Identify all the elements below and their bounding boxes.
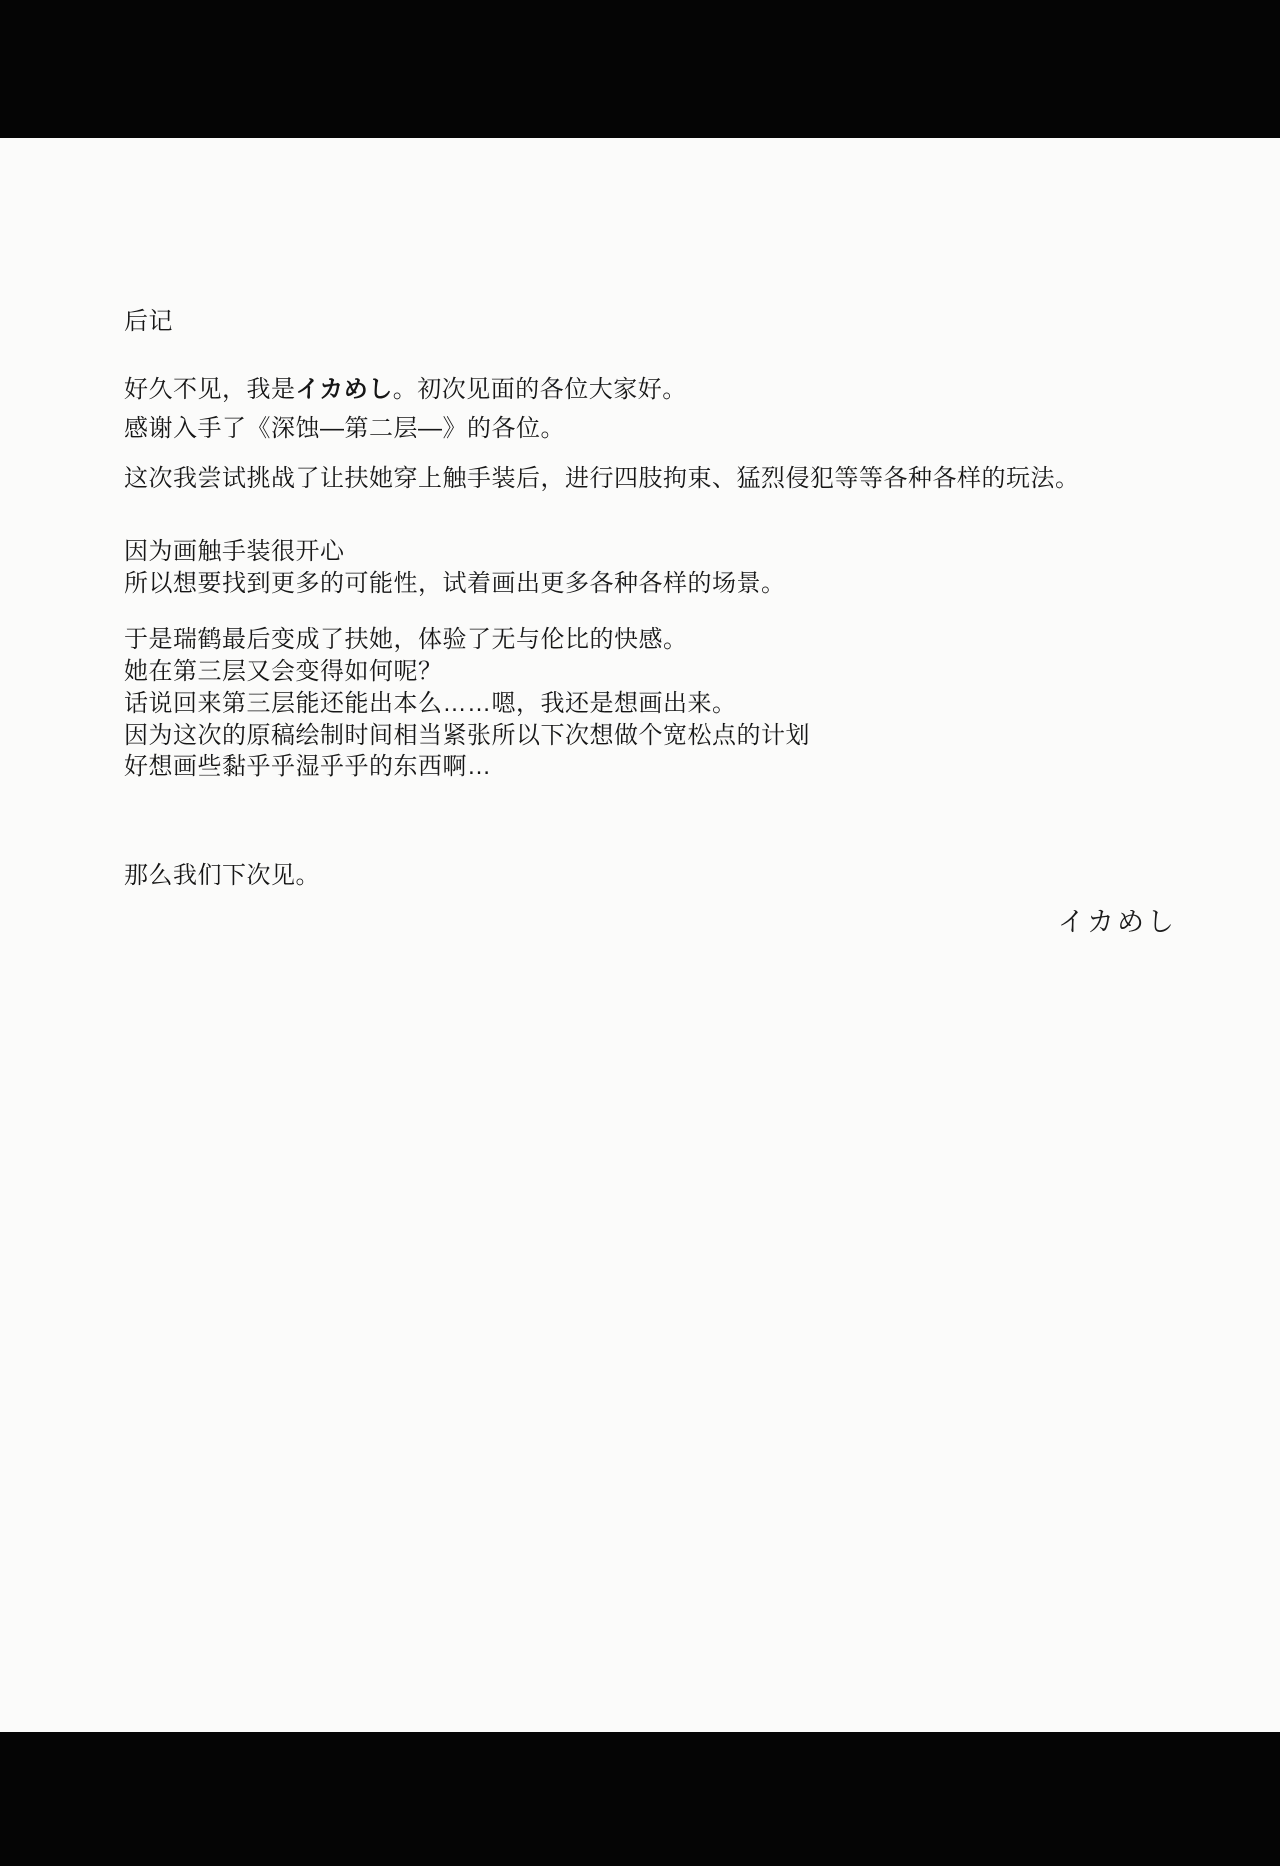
greeting-line xyxy=(124,376,687,404)
greeting-pre: 好久不见，我是 xyxy=(124,376,296,403)
greeting-post: 。初次见面的各位大家好。 xyxy=(392,376,687,403)
paragraph2-line2: 所以想要找到更多的可能性，试着画出更多各种各样的场景。 xyxy=(124,570,786,597)
closing-line: 那么我们下次见。 xyxy=(124,862,320,889)
thanks-line: 感谢入手了《深蚀—第二层—》的各位。 xyxy=(124,415,565,442)
paper-area xyxy=(0,138,1280,1732)
paragraph3-line5: 好想画些黏乎乎湿乎乎的东西啊… xyxy=(124,753,492,780)
bottom-black-bar xyxy=(0,1732,1280,1866)
paragraph3-line1: 于是瑞鹤最后变成了扶她，体验了无与伦比的快感。 xyxy=(124,626,688,653)
afterword-heading: 后记 xyxy=(124,308,173,335)
top-black-bar xyxy=(0,0,1280,138)
paragraph3-line2: 她在第三层又会变得如何呢？ xyxy=(124,658,443,685)
paragraph3-line3: 话说回来第三层能还能出本么……嗯，我还是想画出来。 xyxy=(124,690,737,717)
paragraph1-line1: 这次我尝试挑战了让扶她穿上触手装后，进行四肢拘束、猛烈侵犯等等各种各样的玩法。 xyxy=(124,465,1080,492)
paragraph2-line1: 因为画触手装很开心 xyxy=(124,538,345,565)
author-name: イカめし xyxy=(295,376,393,403)
paragraph3-line4: 因为这次的原稿绘制时间相当紧张所以下次想做个宽松点的计划 xyxy=(124,722,810,749)
author-signature: イカめし xyxy=(1057,907,1177,937)
